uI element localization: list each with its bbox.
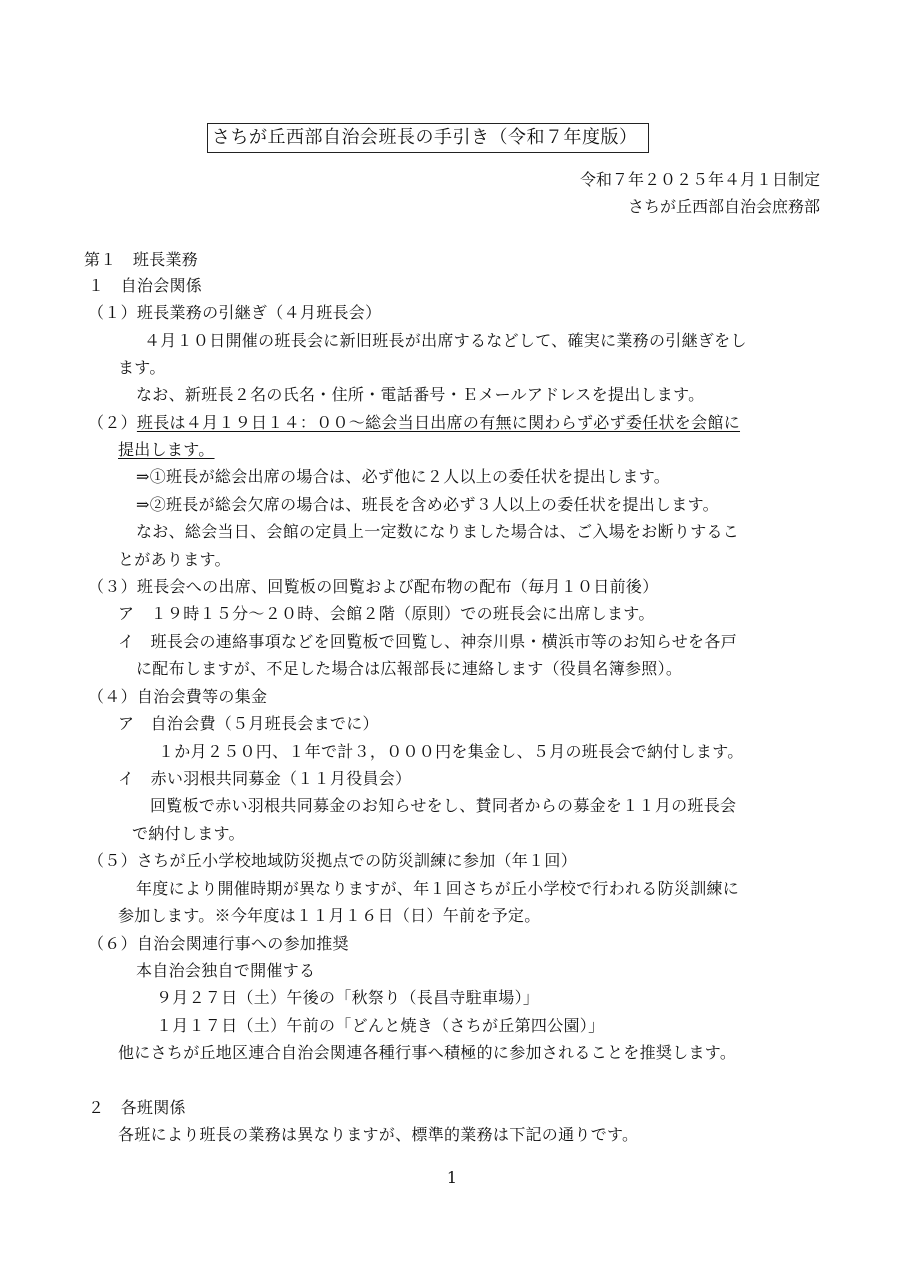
- paragraph: 各班により班長の業務は異なりますが、標準的業務は下記の通りです。: [118, 1125, 639, 1144]
- item-heading: （１）班長業務の引継ぎ（４月班長会）: [88, 303, 382, 322]
- event-item: ９月２７日（土）午後の「秋祭り（長昌寺駐車場）」: [156, 988, 540, 1007]
- section-heading: 第１ 班長業務: [84, 250, 199, 269]
- paragraph: 本自治会独自で開催する: [136, 961, 316, 980]
- note: ⇒①班長が総会出席の場合は、必ず他に２人以上の委任状を提出します。: [136, 467, 671, 486]
- paragraph: ４月１０日開催の班長会に新旧班長が出席するなどして、確実に業務の引継ぎをし: [144, 331, 747, 350]
- paragraph: なお、総会当日、会館の定員上一定数になりました場合は、ご入場をお断りするこ: [136, 522, 740, 541]
- paragraph: 年度により開催時期が異なりますが、年１回さちが丘小学校で行われる防災訓練に: [136, 879, 740, 898]
- item-number: （２）: [88, 413, 137, 432]
- paragraph: とがあります。: [118, 550, 231, 569]
- list-item: イ 赤い羽根共同募金（１１月役員会）: [118, 769, 412, 788]
- department-name: さちが丘西部自治会庶務部: [627, 197, 820, 216]
- note: ⇒②班長が総会欠席の場合は、班長を含め必ず３人以上の委任状を提出します。: [136, 495, 719, 514]
- paragraph: １か月２５０円、１年で計３，０００円を集金し、５月の班長会で納付します。: [158, 742, 744, 761]
- item-heading: （６）自治会関連行事への参加推奨: [88, 934, 349, 953]
- underlined-text: 班長は４月１９日１４：００～総会当日出席の有無に関わらず必ず委任状を会館に: [136, 413, 741, 432]
- item-heading: （５）さちが丘小学校地域防災拠点での防災訓練に参加（年１回）: [88, 851, 578, 870]
- item-heading: （３）班長会への出席、回覧板の回覧および配布物の配布（毎月１０日前後）: [88, 577, 659, 596]
- paragraph: で納付します。: [132, 824, 245, 843]
- paragraph: なお、新班長２名の氏名・住所・電話番号・Ｅメールアドレスを提出します。: [136, 385, 705, 404]
- item-heading: （４）自治会費等の集金: [88, 687, 268, 706]
- paragraph: 回覧板で赤い羽根共同募金のお知らせをし、賛同者からの募金を１１月の班長会: [150, 796, 737, 815]
- list-item: ア １９時１５分～２０時、会館２階（原則）での班長会に出席します。: [118, 604, 655, 623]
- underlined-text: 提出します。: [118, 440, 215, 459]
- list-item: イ 班長会の連絡事項などを回覧板で回覧し、神奈川県・横浜市等のお知らせを各戸: [118, 632, 737, 651]
- list-item: ア 自治会費（５月班長会までに）: [118, 714, 379, 733]
- subsection-heading: ２ 各班関係: [88, 1098, 186, 1117]
- paragraph: 参加します。※今年度は１１月１６日（日）午前を予定。: [118, 906, 541, 925]
- page-number: 1: [446, 1168, 458, 1187]
- list-item: に配布しますが、不足した場合は広報部長に連絡します（役員名簿参照）。: [136, 659, 683, 678]
- event-item: １月１７日（土）午前の「どんと焼き（さちが丘第四公園）」: [156, 1016, 605, 1035]
- paragraph: 他にさちが丘地区連合自治会関連各種行事へ積極的に参加されることを推奨します。: [118, 1043, 737, 1062]
- enactment-date: 令和７年２０２５年４月１日制定: [579, 170, 820, 189]
- item-heading: [88, 413, 740, 433]
- subsection-heading: １ 自治会関係: [88, 276, 203, 295]
- page-title: さちが丘西部自治会班長の手引き（令和７年度版）: [207, 123, 649, 153]
- paragraph: ます。: [118, 358, 166, 377]
